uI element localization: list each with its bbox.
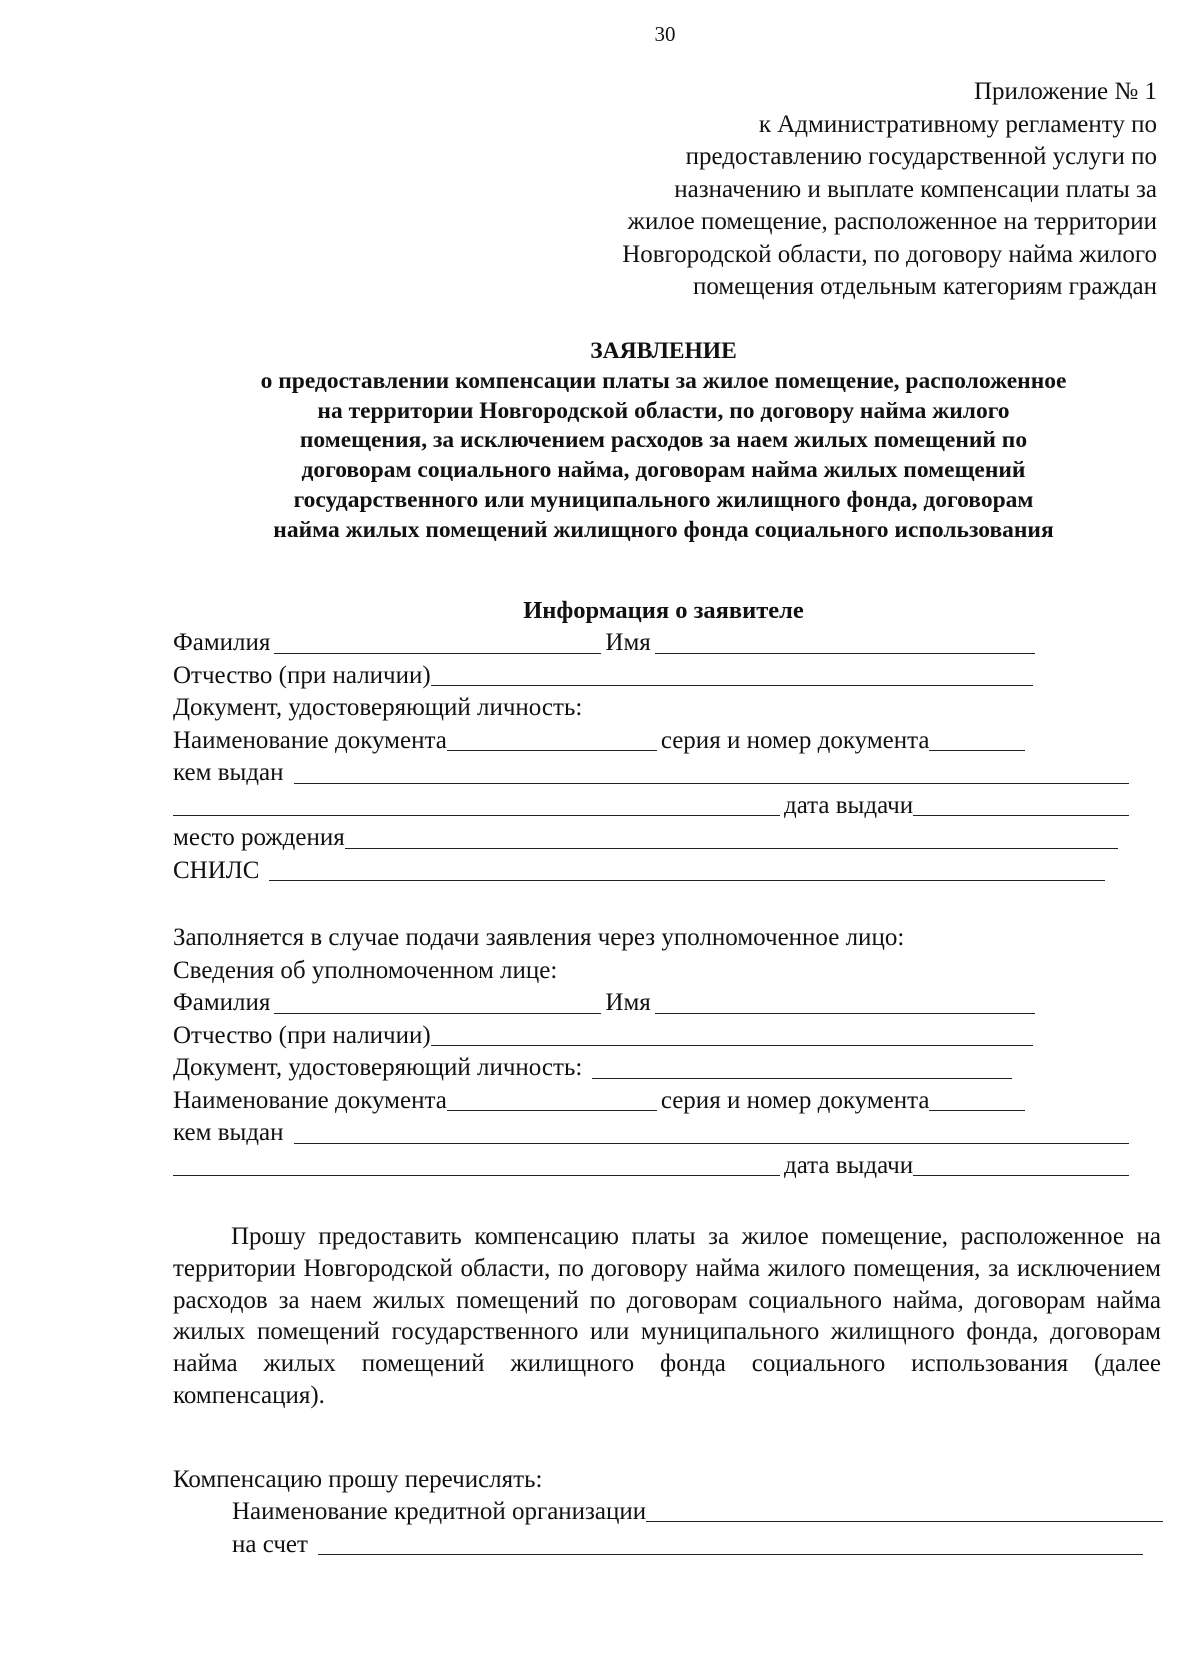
patronymic-label: Отчество (при наличии) xyxy=(173,1021,431,1049)
issue-date-label: дата выдачи xyxy=(784,1151,914,1179)
appendix-line: Приложение № 1 xyxy=(973,78,1157,105)
name-label: Имя xyxy=(605,989,651,1016)
payment-intro: Компенсацию прошу перечислять: xyxy=(173,1465,543,1493)
representative-name-field[interactable] xyxy=(655,1013,1035,1014)
representative-fields xyxy=(173,922,1133,1182)
representative-doc-row xyxy=(173,1085,1133,1118)
applicant-name-field[interactable] xyxy=(655,653,1035,654)
appendix-line: Новгородской области, по договору найма жилого xyxy=(622,240,1157,268)
representative-issued-by-field-2[interactable] xyxy=(173,1175,780,1176)
applicant-date-row xyxy=(173,790,1133,823)
applicant-issued-by-field[interactable] xyxy=(294,783,1130,784)
applicant-snils-row xyxy=(173,855,1133,888)
applicant-birthplace-row xyxy=(173,822,1133,855)
applicant-issued-row xyxy=(173,757,1133,790)
appendix-line: назначению и выплате компенсации платы за xyxy=(674,175,1157,203)
series-number-label: серия и номер документа xyxy=(660,726,930,754)
applicant-fields xyxy=(173,627,1133,887)
patronymic-label: Отчество (при наличии) xyxy=(173,661,431,689)
representative-id-row xyxy=(173,1052,1133,1085)
issue-date-label: дата выдачи xyxy=(784,791,914,819)
document-title xyxy=(160,337,1167,546)
id-document-label: Документ, удостоверяющий личность: xyxy=(173,1054,583,1081)
representative-issued-by-field[interactable] xyxy=(294,1143,1130,1144)
applicant-name-row xyxy=(173,627,1133,660)
account-field[interactable] xyxy=(318,1554,1143,1555)
title-line: помещения, за исключением расходов за наем жилых помещений по xyxy=(299,427,1028,454)
snils-label: СНИЛС xyxy=(173,856,260,884)
doc-name-label: Наименование документа xyxy=(173,1086,447,1114)
title-line: государственного или муниципального жилищного фонда, договорам xyxy=(293,486,1034,513)
appendix-line: помещения отдельным категориям граждан xyxy=(692,273,1157,300)
title-line: на территории Новгородской области, по договору найма жилого xyxy=(317,397,1010,424)
representative-doc-name-field[interactable] xyxy=(447,1110,657,1111)
applicant-snils-field[interactable] xyxy=(269,880,1105,881)
bank-name-field[interactable] xyxy=(646,1521,1163,1522)
representative-note-row xyxy=(173,922,1133,955)
payment-intro-row xyxy=(173,1463,1163,1496)
surname-label: Фамилия xyxy=(173,989,271,1016)
title-line: найма жилых помещений жилищного фонда социального использования xyxy=(273,516,1054,543)
account-label: на счет xyxy=(232,1530,308,1558)
title-line: о предоставлении компенсации платы за жилое помещение, расположенное xyxy=(260,367,1067,394)
representative-issue-date-field[interactable] xyxy=(913,1175,1129,1176)
representative-info-row xyxy=(173,955,1133,988)
surname-label: Фамилия xyxy=(173,629,271,656)
title-line: договорам социального найма, договорам найма жилых помещений xyxy=(301,457,1026,484)
appendix-line: жилое помещение, расположенное на территории xyxy=(627,208,1157,235)
applicant-issue-date-field[interactable] xyxy=(913,815,1129,816)
issued-by-label: кем выдан xyxy=(173,1119,284,1146)
representative-note: Заполняется в случае подачи заявления через уполномоченное лицо: xyxy=(173,924,905,951)
appendix-header xyxy=(457,76,1157,304)
title-heading: ЗАЯВЛЕНИЕ xyxy=(590,338,737,364)
applicant-surname-field[interactable] xyxy=(274,653,601,654)
applicant-patronymic-row xyxy=(173,660,1133,693)
applicant-section-title: Информация о заявителе xyxy=(523,597,804,624)
representative-name-row xyxy=(173,987,1133,1020)
representative-surname-field[interactable] xyxy=(274,1013,601,1014)
bank-name-row xyxy=(173,1496,1163,1529)
applicant-id-row xyxy=(173,692,1133,725)
representative-series-number-field[interactable] xyxy=(929,1110,1025,1111)
birthplace-label: место рождения xyxy=(173,824,345,851)
representative-issued-row xyxy=(173,1117,1133,1150)
appendix-line: предоставлению государственной услуги по xyxy=(685,143,1157,170)
issued-by-label: кем выдан xyxy=(173,759,284,786)
request-paragraph: Прошу предоставить компенсацию платы за жилое помещение, расположенное на территории Новгородской области, по договору найма жилого помещения, за исключением расходов за наем жилых помещений по договорам социального найма, договорам найма жилых помещений государственного или муниципального жилищного фонда, договорам найма жилых помещений жилищного фонда социального использования (далее компенсация). xyxy=(173,1223,1161,1409)
representative-patronymic-row xyxy=(173,1020,1133,1053)
doc-name-label: Наименование документа xyxy=(173,726,447,754)
series-number-label: серия и номер документа xyxy=(660,1086,930,1114)
applicant-patronymic-field[interactable] xyxy=(431,685,1033,686)
applicant-issued-by-field-2[interactable] xyxy=(173,815,780,816)
id-document-label: Документ, удостоверяющий личность: xyxy=(173,694,583,721)
representative-patronymic-field[interactable] xyxy=(431,1045,1033,1046)
appendix-line: к Административному регламенту по xyxy=(758,110,1157,138)
representative-date-row xyxy=(173,1150,1133,1183)
account-row xyxy=(173,1528,1163,1561)
bank-name-label: Наименование кредитной организации xyxy=(232,1498,647,1525)
payment-block xyxy=(173,1463,1163,1561)
page-number: 30 xyxy=(654,22,676,46)
name-label: Имя xyxy=(605,629,651,656)
applicant-series-number-field[interactable] xyxy=(929,750,1025,751)
applicant-doc-name-field[interactable] xyxy=(447,750,657,751)
representative-info: Сведения об уполномоченном лице: xyxy=(173,956,558,984)
representative-id-field[interactable] xyxy=(592,1078,1012,1079)
applicant-doc-row xyxy=(173,725,1133,758)
applicant-birthplace-field[interactable] xyxy=(345,848,1118,849)
